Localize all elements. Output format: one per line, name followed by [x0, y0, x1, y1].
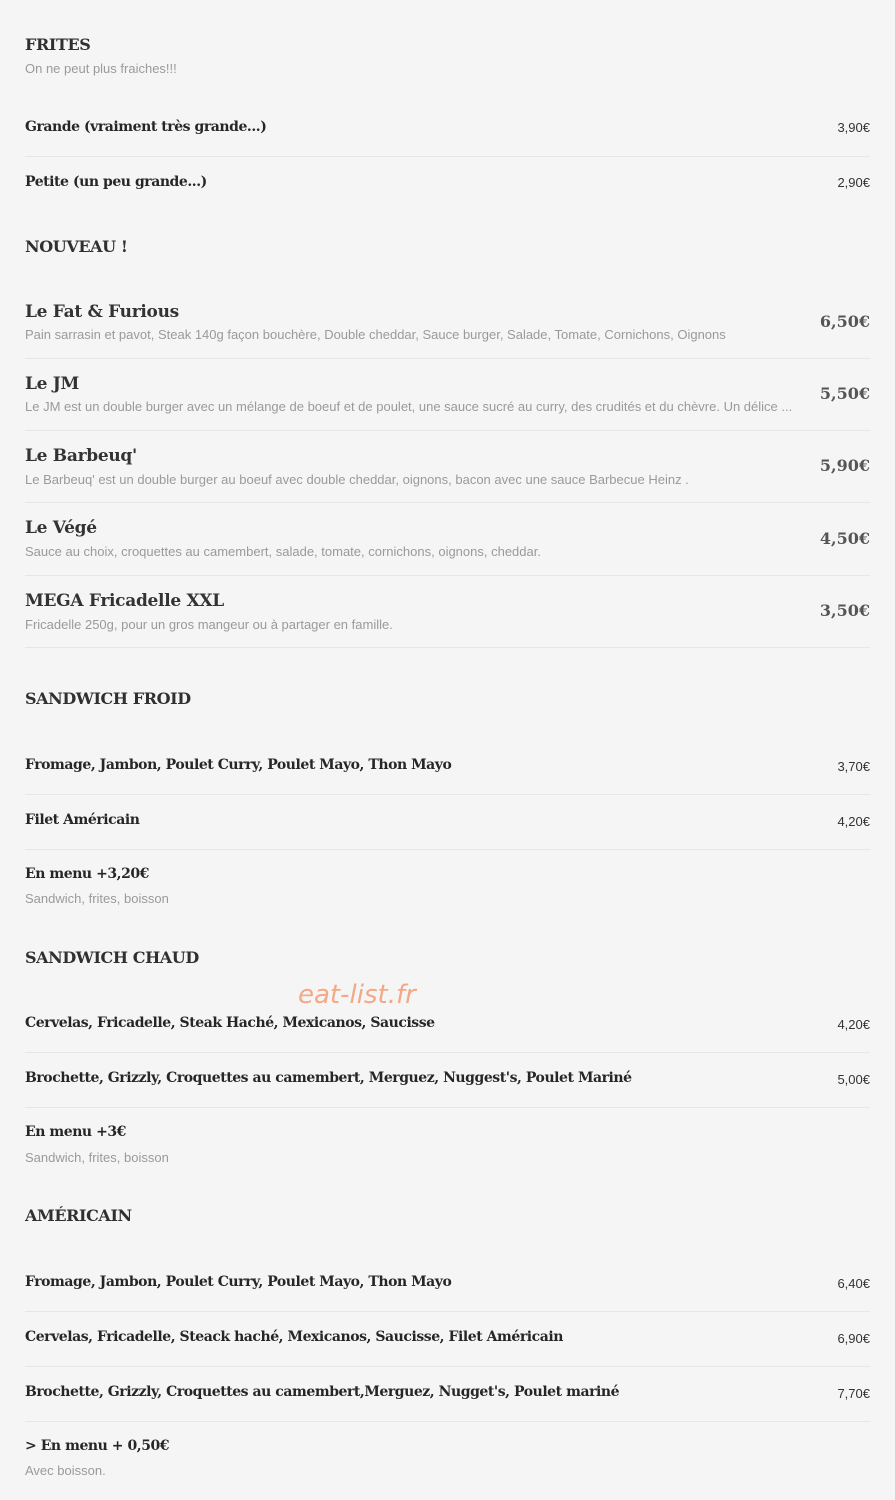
menu-item-price: 6,90€	[837, 1331, 870, 1346]
menu-option-name: En menu +3€	[25, 1124, 126, 1140]
section-title-americain: AMÉRICAIN	[25, 1206, 132, 1225]
featured-item-price: 4,50€	[819, 529, 870, 548]
featured-item-name: Le Végé	[25, 518, 97, 538]
section-subtitle-frites: On ne peut plus fraiches!!!	[25, 61, 177, 76]
menu-option-description: Avec boisson.	[25, 1463, 106, 1478]
featured-item-price: 3,50€	[819, 601, 870, 620]
featured-item-description: Pain sarrasin et pavot, Steak 140g façon bouchère, Double cheddar, Sauce burger, Salade, Tomate, Cornichons, Oignons	[25, 327, 726, 342]
item-separator	[25, 1052, 870, 1053]
menu-item-price: 3,70€	[837, 759, 870, 774]
menu-item-price: 6,40€	[837, 1276, 870, 1291]
menu-item-price: 5,00€	[837, 1072, 870, 1087]
menu-item-name: Brochette, Grizzly, Croquettes au camembert, Merguez, Nuggest's, Poulet Mariné	[25, 1070, 632, 1086]
featured-item-description: Fricadelle 250g, pour un gros mangeur ou à partager en famille.	[25, 617, 393, 632]
featured-item-name: MEGA Fricadelle XXL	[25, 591, 224, 611]
featured-item-price: 5,50€	[819, 384, 870, 403]
watermark-text: eat-list.fr	[298, 980, 416, 1010]
section-title-sandwich-froid: SANDWICH FROID	[25, 689, 191, 708]
item-separator	[25, 1421, 870, 1422]
menu-item-name: Petite (un peu grande...)	[25, 174, 207, 190]
featured-item-name: Le Barbeuq'	[25, 446, 137, 466]
menu-option-description: Sandwich, frites, boisson	[25, 1150, 169, 1165]
section-title-sandwich-chaud: SANDWICH CHAUD	[25, 948, 199, 967]
menu-item-name: Fromage, Jambon, Poulet Curry, Poulet Mayo, Thon Mayo	[25, 1274, 452, 1290]
featured-item-price: 6,50€	[819, 312, 870, 331]
menu-option-name: > En menu + 0,50€	[25, 1438, 170, 1454]
item-separator	[25, 794, 870, 795]
featured-item-name: Le JM	[25, 374, 80, 394]
item-separator	[25, 1107, 870, 1108]
item-separator	[25, 575, 870, 576]
item-separator	[25, 1366, 870, 1367]
menu-item-price: 4,20€	[837, 1017, 870, 1032]
featured-item-description: Sauce au choix, croquettes au camembert, salade, tomate, cornichons, oignons, cheddar.	[25, 544, 541, 559]
featured-item-name: Le Fat & Furious	[25, 302, 179, 322]
menu-item-name: Grande (vraiment très grande...)	[25, 119, 267, 135]
section-title-frites: FRITES	[25, 35, 91, 54]
menu-item-name: Filet Américain	[25, 812, 140, 828]
menu-item-price: 2,90€	[837, 175, 870, 190]
menu-item-price: 4,20€	[837, 814, 870, 829]
item-separator	[25, 1311, 870, 1312]
featured-item-description: Le Barbeuq' est un double burger au boeuf avec double cheddar, oignons, bacon avec une sauce Barbecue Heinz .	[25, 472, 689, 487]
menu-item-name: Fromage, Jambon, Poulet Curry, Poulet Mayo, Thon Mayo	[25, 757, 452, 773]
menu-item-name: Cervelas, Fricadelle, Steak Haché, Mexicanos, Saucisse	[25, 1015, 435, 1031]
item-separator	[25, 849, 870, 850]
section-title-nouveau: NOUVEAU !	[25, 237, 128, 256]
menu-item-price: 3,90€	[837, 120, 870, 135]
featured-item-description: Le JM est un double burger avec un mélange de boeuf et de poulet, une sauce sucré au curry, des crudités et du chèvre. Un délice ...	[25, 399, 793, 414]
item-separator	[25, 358, 870, 359]
item-separator	[25, 156, 870, 157]
featured-item-price: 5,90€	[819, 456, 870, 475]
menu-option-name: En menu +3,20€	[25, 866, 149, 882]
item-separator	[25, 502, 870, 503]
menu-item-name: Cervelas, Fricadelle, Steack haché, Mexicanos, Saucisse, Filet Américain	[25, 1329, 563, 1345]
menu-item-name: Brochette, Grizzly, Croquettes au camembert,Merguez, Nugget's, Poulet mariné	[25, 1384, 620, 1400]
item-separator	[25, 647, 870, 648]
menu-option-description: Sandwich, frites, boisson	[25, 891, 169, 906]
menu-item-price: 7,70€	[837, 1386, 870, 1401]
item-separator	[25, 430, 870, 431]
